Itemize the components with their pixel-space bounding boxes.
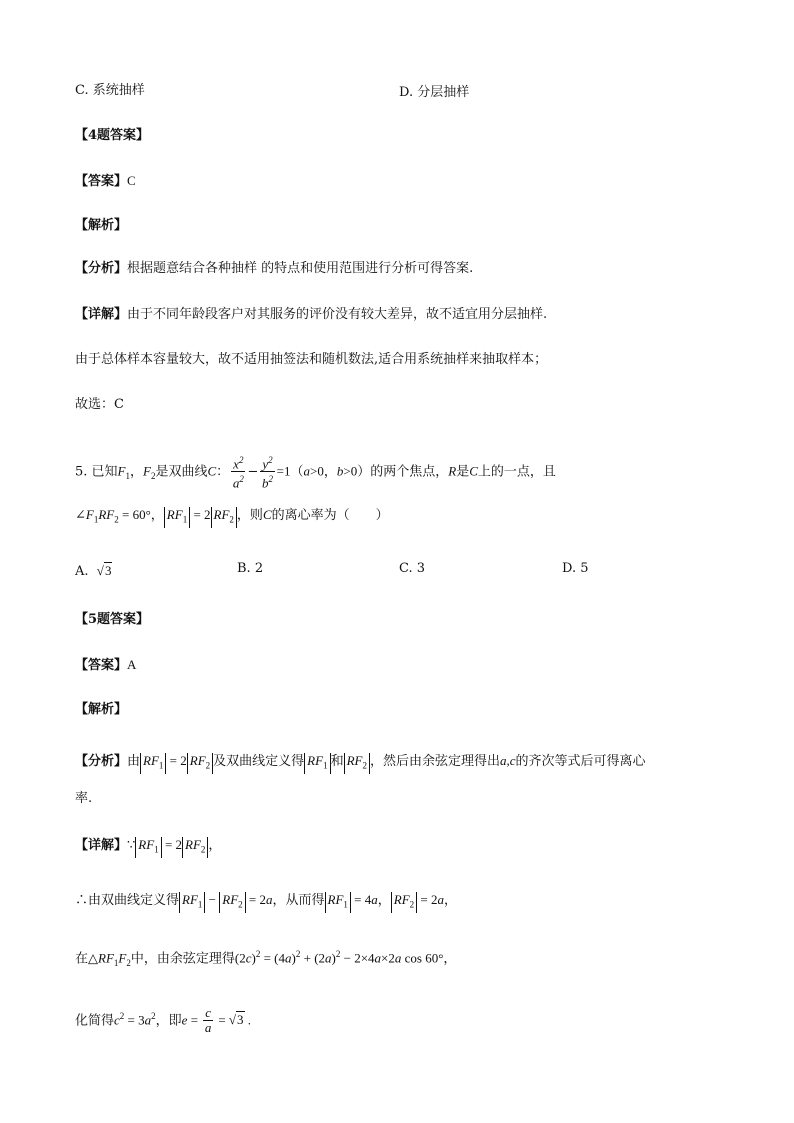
q5-analysis-header: 【解析】: [75, 702, 128, 717]
q4-option-c: C. 系统抽样: [75, 83, 145, 98]
q4-xiangjie: 【详解】由于不同年龄段客户对其服务的评价没有较大差异，故不适宜用分层抽样.: [75, 307, 548, 322]
q4-answer: 【答案】C: [75, 173, 136, 189]
q5-xiangjie-line4: 化简得$c^2 = 3a^2$，即e = $\frac{c}{a}$ = √3 .: [75, 1005, 252, 1036]
q4-option-d: D. 分层抽样: [399, 85, 470, 100]
q5-answer: 【答案】A: [75, 657, 137, 673]
q5-xiangjie-line2: ∴由双曲线定义得 $RF_1 - RF_2 = 2a$，从而得 $RF_1 = 4a$， $RF_2 = 2a$，: [75, 890, 457, 913]
q5-option-b: B. 2: [237, 561, 264, 576]
q5-fenxi: 【分析】由 $RF_1 = 2$ $RF_2$ 及双曲线定义得 $RF_1$ 和 $RF_2$ ，然后由余弦定理得出a,c的齐次等式后可得离心: [75, 751, 646, 774]
q4-analysis-header: 【解析】: [75, 218, 128, 233]
q5-option-c: C. 3: [399, 561, 426, 576]
q4-conclusion: 故选：C: [75, 397, 124, 412]
q5-stem-line2: $\angle F_1RF_2 = 60^\circ$， $RF_1 = 2$ $RF_2$ ，则C的离心率为（ ）: [75, 505, 389, 530]
q4-answer-header: 【4题答案】: [75, 128, 150, 143]
q5-option-d: D. 5: [562, 561, 589, 576]
q5-stem-line1: 5. 已知$F_1$，$F_2$是双曲线C： $\frac{x^2}{a^2}$ − $\frac{y^2}{b^2}$ =1（a>0，b>0）的两个焦点，R是C上的一点，且: [75, 455, 556, 491]
q5-xiangjie-line3: 在$\triangle RF_1F_2$中，由余弦定理得$(2c)^2 = (4a)^2 + (2a)^2 - 2\times 4a\times 2a$ cos 60°，: [75, 949, 457, 968]
q4-fenxi: 【分析】根据题意结合各种抽样 的特点和使用范围进行分析可得答案.: [75, 261, 474, 276]
q5-option-a: A. √3: [75, 563, 112, 579]
q4-xiangjie-line2: 由于总体样本容量较大，故不适用抽签法和随机数法,适合用系统抽样来抽取样本；: [75, 352, 548, 367]
q5-xiangjie-line1: 【详解】∵ $RF_1 = 2$ $RF_2$ ，: [75, 835, 221, 858]
q5-fenxi-cont: 率.: [75, 791, 93, 806]
q5-answer-header: 【5题答案】: [75, 612, 150, 627]
